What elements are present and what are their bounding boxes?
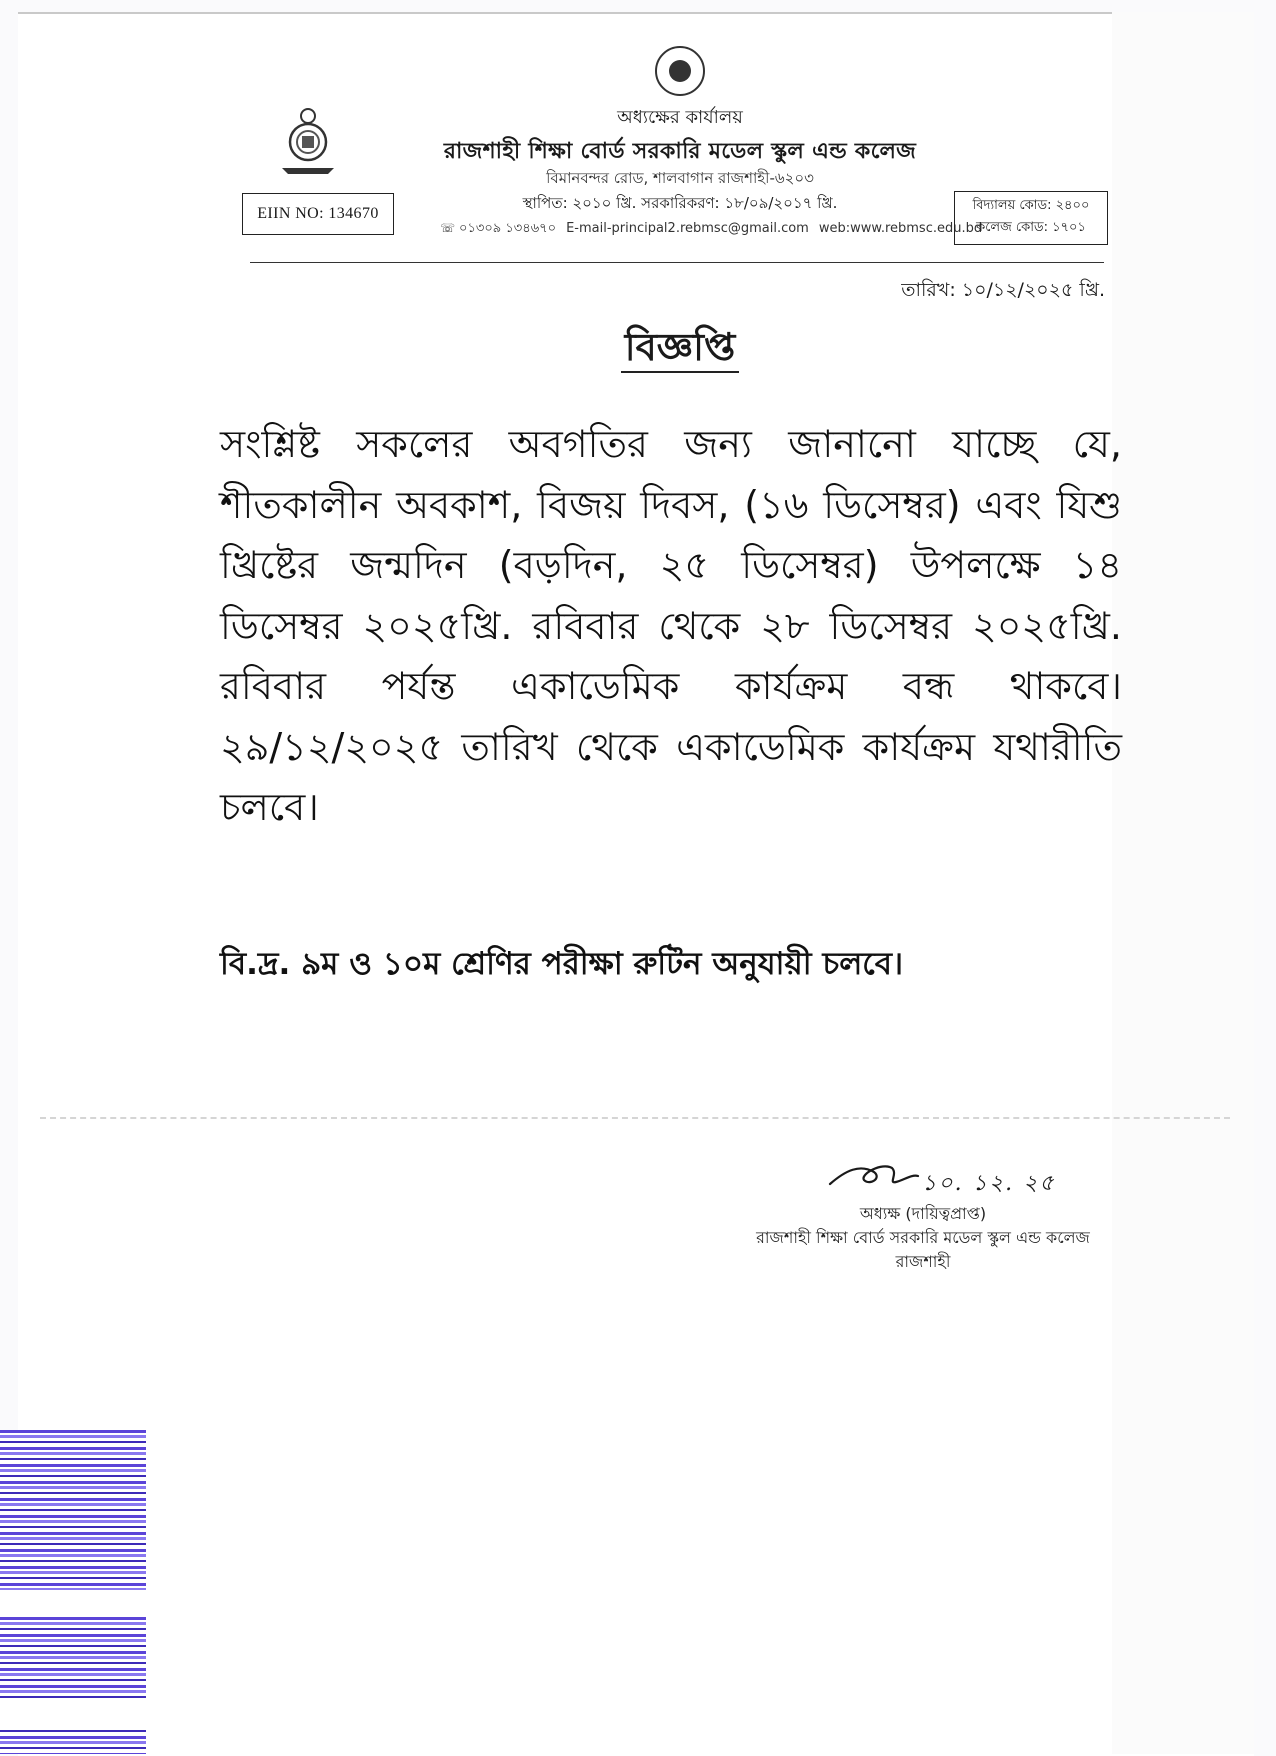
notice-note: বি.দ্র. ৯ম ও ১০ম শ্রেণির পরীক্ষা রুটিন অনুযায়ী চলবে। bbox=[220, 946, 904, 982]
school-crest-icon bbox=[276, 106, 340, 176]
email-address: E-mail-principal2.rebmsc@gmail.com bbox=[566, 221, 809, 236]
document-page bbox=[18, 12, 1254, 1756]
signatory-institution: রাজশাহী শিক্ষা বোর্ড সরকারি মডেল স্কুল এন্ড কলেজ bbox=[756, 1228, 1090, 1247]
header-divider bbox=[250, 262, 1104, 263]
notice-title bbox=[560, 318, 800, 382]
signatory-designation: অধ্যক্ষ (দায়িত্বপ্রাপ্ত) bbox=[859, 1204, 987, 1223]
eiin-box bbox=[242, 193, 394, 235]
fold-line bbox=[40, 1117, 1230, 1119]
signatory-block bbox=[700, 1202, 1146, 1274]
scan-shade bbox=[1112, 12, 1254, 1754]
office-title: অধ্যক্ষের কার্যালয় bbox=[617, 107, 743, 128]
government-seal-icon bbox=[655, 46, 705, 96]
notice-title-text: বিজ্ঞপ্তি bbox=[621, 325, 740, 373]
phone-icon: ☏ bbox=[440, 221, 456, 235]
contact-line bbox=[440, 219, 983, 240]
eiin-number: EIIN NO: 134670 bbox=[257, 205, 379, 222]
signature-date: ১০. ১২. ২৫ bbox=[922, 1171, 1056, 1196]
establishment-info: স্থাপিত: ২০১০ খ্রি. সরকারিকরণ: ১৮/০৯/২০১৭ খ্রি. bbox=[522, 194, 838, 212]
college-code: কলেজ কোড: ১৭০১ bbox=[976, 220, 1086, 235]
institution-code-box bbox=[954, 191, 1108, 245]
school-code: বিদ্যালয় কোড: ২৪০০ bbox=[972, 198, 1090, 213]
notice-date: তারিখ: ১০/১২/২০২৫ খ্রি. bbox=[901, 279, 1105, 301]
notice-body: সংশ্লিষ্ট সকলের অবগতির জন্য জানানো যাচ্ছে যে, শীতকালীন অবকাশ, বিজয় দিবস, (১৬ ডিসেম্বর) এবং যিশু খ্রিষ্টের জন্মদিন (বড়দিন, ২৫ ডিসেম্বর) উপলক্ষে ১৪ ডিসেম্বর ২০২৫খ্রি. রবিবার থেকে ২৮ ডিসেম্বর ২০২৫খ্রি. রবিবার পর্যন্ত একাডেমিক কার্যক্রম বন্ধ থাকবে। ২৯/১২/২০২৫ তারিখ থেকে একাডেমিক কার্যক্রম যথারীতি চলবে। bbox=[220, 422, 1122, 829]
website: web:www.rebmsc.edu.bd bbox=[818, 221, 983, 236]
school-name: রাজশাহী শিক্ষা বোর্ড সরকারি মডেল স্কুল এন্ড কলেজ bbox=[443, 139, 917, 164]
phone-number: ০১৩০৯ ১৩৪৬৭০ bbox=[459, 221, 557, 236]
signatory-city: রাজশাহী bbox=[895, 1252, 951, 1271]
school-address: বিমানবন্দর রোড, শালবাগান রাজশাহী-৬২০৩ bbox=[546, 169, 814, 187]
